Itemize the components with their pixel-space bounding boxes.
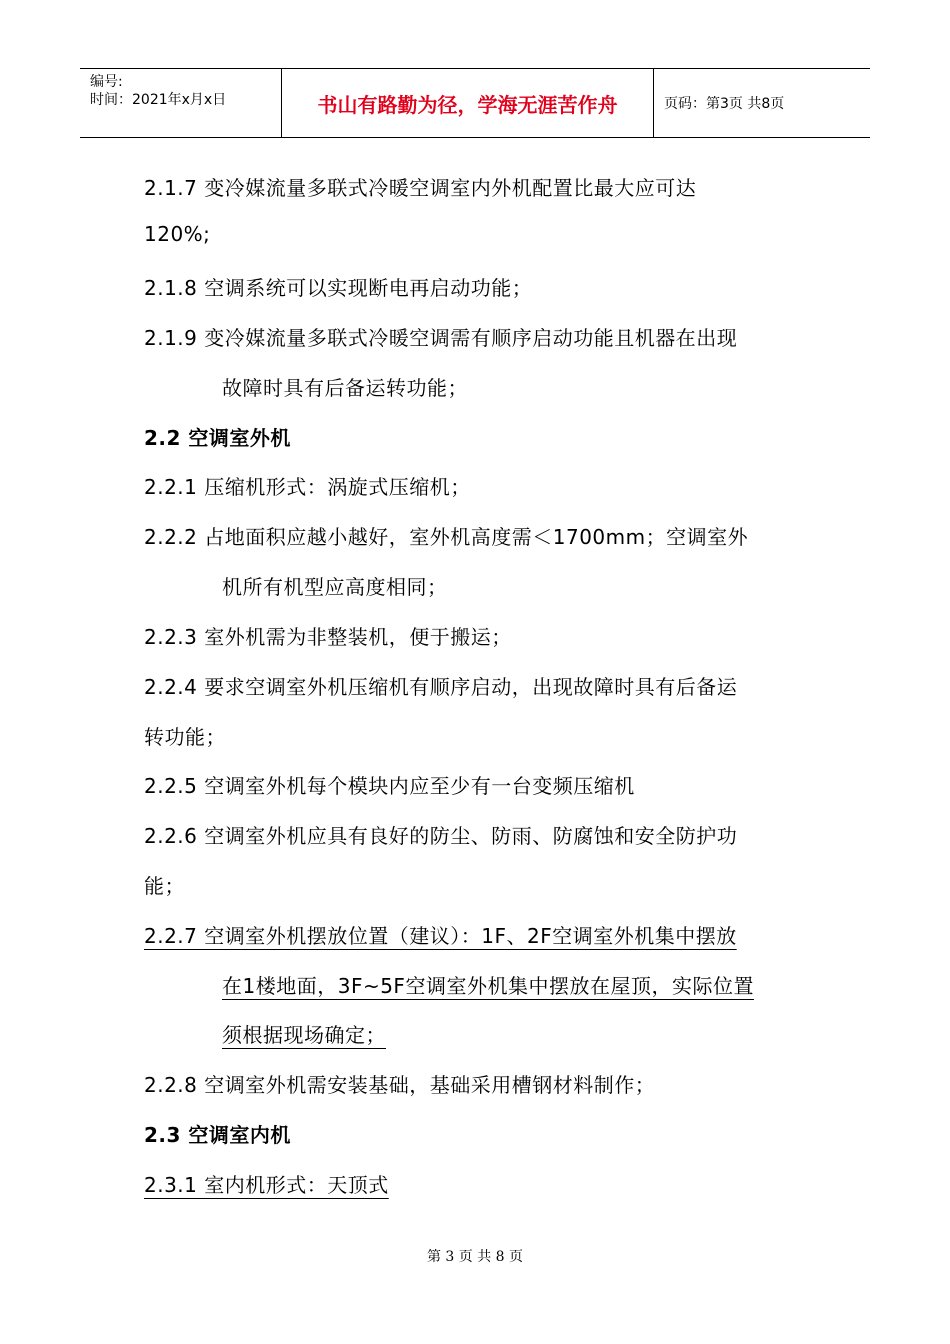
header-meta — [80, 69, 282, 137]
clause-2-1-9-cont: 故障时具有后备运转功能； — [222, 376, 468, 400]
clause-2-1-9: 2.1.9 变冷媒流量多联式冷暖空调需有顺序启动功能且机器在出现 — [144, 326, 738, 350]
clause-2-1-7: 2.1.7 变冷媒流量多联式冷暖空调室内外机配置比最大应可达 — [144, 176, 697, 200]
clause-2-3-1: 2.3.1 室内机形式：天顶式 — [144, 1173, 389, 1197]
page-footer: 第 3 页 共 8 页 — [426, 1249, 524, 1265]
clause-2-2-7-cont-2: 须根据现场确定； — [222, 1023, 386, 1047]
clause-2-2-1: 2.2.1 压缩机形式：涡旋式压缩机； — [144, 475, 471, 499]
document-time-label: 时间：2021年x月x日 — [90, 92, 227, 108]
section-2-3-heading: 2.3 空调室内机 — [144, 1123, 291, 1147]
clause-2-2-2: 2.2.2 占地面积应越小越好，室外机高度需＜1700mm；空调室外 — [144, 525, 749, 549]
document-header — [80, 68, 870, 138]
clause-2-2-2-cont: 机所有机型应高度相同； — [222, 575, 448, 599]
clause-2-2-7-cont-1: 在1楼地面，3F~5F空调室外机集中摆放在屋顶，实际位置 — [222, 974, 754, 998]
clause-2-1-7-cont: 120%; — [144, 222, 211, 246]
section-2-2-heading: 2.2 空调室外机 — [144, 426, 291, 450]
document-number-label: 编号: — [90, 74, 123, 90]
clause-2-2-3: 2.2.3 室外机需为非整装机，便于搬运； — [144, 625, 512, 649]
clause-2-2-8: 2.2.8 空调室外机需安装基础，基础采用槽钢材料制作； — [144, 1073, 656, 1097]
clause-2-2-4-cont: 转功能； — [144, 725, 226, 749]
clause-2-2-4: 2.2.4 要求空调室外机压缩机有顺序启动，出现故障时具有后备运 — [144, 675, 738, 699]
clause-2-2-5: 2.2.5 空调室外机每个模块内应至少有一台变频压缩机 — [144, 774, 635, 798]
clause-2-1-8: 2.1.8 空调系统可以实现断电再启动功能； — [144, 276, 533, 300]
header-page-label: 页码：第3页 共8页 — [664, 96, 785, 112]
clause-2-2-6: 2.2.6 空调室外机应具有良好的防尘、防雨、防腐蚀和安全防护功 — [144, 824, 738, 848]
clause-2-2-7: 2.2.7 空调室外机摆放位置（建议）：1F、2F空调室外机集中摆放 — [144, 924, 737, 948]
clause-2-2-6-cont: 能； — [144, 874, 185, 898]
header-motto: 书山有路勤为径，学海无涯苦作舟 — [282, 69, 654, 137]
